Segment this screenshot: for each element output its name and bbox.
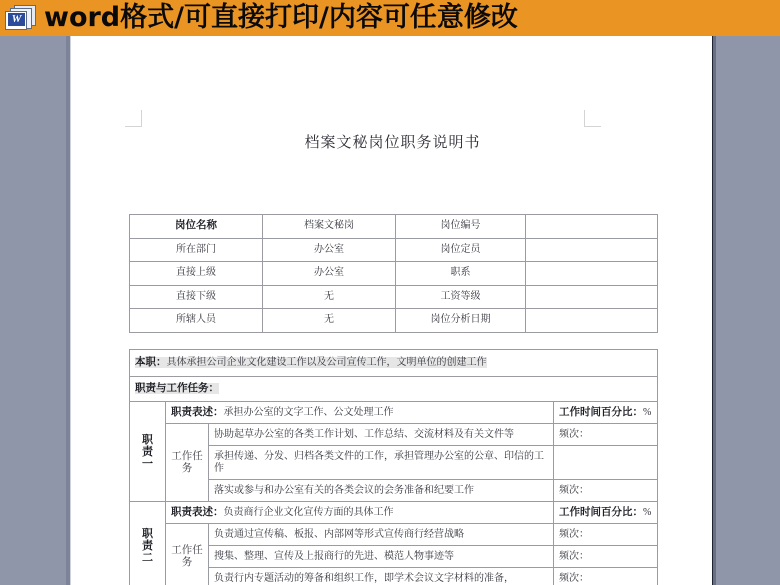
duty-one-label: 职 责 一 <box>130 402 166 502</box>
section-heading-label: 职责与工作任务： <box>135 383 219 394</box>
promo-banner-text: word格式/可直接打印/内容可任意修改 <box>44 2 518 33</box>
duty-two-statement-label: 职责表述： <box>171 506 224 518</box>
section-heading-row <box>130 377 658 402</box>
cell-label-superior: 直接上级 <box>130 262 263 286</box>
duty-one-task-row <box>130 446 658 480</box>
cell-label-job-family: 职系 <box>396 262 526 286</box>
document-page <box>70 36 713 585</box>
duty-two-task-2-text: 搜集、整理、宣传及上报商行的先进、模范人物事迹等 <box>209 546 554 568</box>
duty-one-task-1-text: 协助起草办公室的各类工作计划、工作总结、交流材料及有关文件等 <box>209 424 554 446</box>
duty-one-task-1-frequency[interactable]: 频次： <box>554 424 658 446</box>
main-job-cell <box>130 350 658 377</box>
section-heading-cell <box>130 377 658 402</box>
time-percent-value[interactable]: % <box>643 506 652 518</box>
duty-one-task-2-text: 承担传递、分发、归档各类文件的工作，承担管理办公室的公章、印信的工作 <box>209 446 554 480</box>
time-percent-label: 工作时间百分比： <box>559 406 643 418</box>
table-row <box>130 215 658 239</box>
duty-two-task-label: 工作任务 <box>166 524 209 585</box>
duty-one-statement-cell <box>166 402 554 424</box>
duty-statement-row <box>130 402 658 424</box>
cell-label-department: 所在部门 <box>130 238 263 262</box>
duty-statement-row <box>130 502 658 524</box>
cell-value-salary-grade[interactable] <box>526 285 658 309</box>
time-percent-value[interactable]: % <box>643 406 652 418</box>
duty-and-tasks-table <box>129 349 658 585</box>
duty-one-task-2-frequency[interactable] <box>554 446 658 480</box>
duty-one-task-row <box>130 480 658 502</box>
cell-label-position-code: 岗位编号 <box>396 215 526 239</box>
duty-two-task-1-text: 负责通过宣传稿、板报、内部网等形式宣传商行经营战略 <box>209 524 554 546</box>
duty-two-task-row <box>130 568 658 585</box>
duty-one-time-pct-cell <box>554 402 658 424</box>
crop-mark-top-right <box>584 110 601 127</box>
word-document-icon <box>4 3 40 33</box>
cell-value-position-code[interactable] <box>526 215 658 239</box>
main-job-label: 本职： <box>135 357 167 368</box>
duty-two-task-3-frequency[interactable]: 频次： <box>554 568 658 585</box>
cell-value-superior[interactable]: 办公室 <box>263 262 396 286</box>
time-percent-label: 工作时间百分比： <box>559 506 643 518</box>
cell-value-job-family[interactable] <box>526 262 658 286</box>
duty-one-task-label: 工作任务 <box>166 424 209 502</box>
cell-label-headcount: 岗位定员 <box>396 238 526 262</box>
cell-label-salary-grade: 工资等级 <box>396 285 526 309</box>
cell-value-position-name[interactable]: 档案文秘岗 <box>263 215 396 239</box>
duty-two-statement-cell <box>166 502 554 524</box>
duty-one-statement-text: 承担办公室的文字工作、公文处理工作 <box>223 406 394 418</box>
duty-one-task-3-text: 落实或参与和办公室有关的各类会议的会务准备和纪要工作 <box>209 480 554 502</box>
cell-label-position-name: 岗位名称 <box>130 215 263 239</box>
table-row <box>130 309 658 333</box>
cell-label-analysis-date: 岗位分析日期 <box>396 309 526 333</box>
cell-value-staff-managed[interactable]: 无 <box>263 309 396 333</box>
cell-value-department[interactable]: 办公室 <box>263 238 396 262</box>
main-job-text: 具体承担公司企业文化建设工作以及公司宣传工作，文明单位的创建工作 <box>166 357 487 368</box>
cell-label-subordinate: 直接下级 <box>130 285 263 309</box>
duty-two-statement-text: 负责商行企业文化宣传方面的具体工作 <box>223 506 394 518</box>
page-title: 档案文秘岗位职务说明书 <box>304 135 481 151</box>
promo-banner <box>0 0 780 36</box>
table-row <box>130 238 658 262</box>
duty-two-task-1-frequency[interactable]: 频次： <box>554 524 658 546</box>
duty-one-task-row <box>130 424 658 446</box>
table-row <box>130 285 658 309</box>
word-icon-letter: W <box>8 13 25 26</box>
duty-two-task-2-frequency[interactable]: 频次： <box>554 546 658 568</box>
table-row <box>130 262 658 286</box>
duty-two-task-row <box>130 524 658 546</box>
duty-two-task-row <box>130 546 658 568</box>
crop-mark-top-left <box>125 110 142 127</box>
duty-two-label: 职 责 二 <box>130 502 166 585</box>
cell-value-analysis-date[interactable] <box>526 309 658 333</box>
duty-two-time-pct-cell <box>554 502 658 524</box>
cell-value-headcount[interactable] <box>526 238 658 262</box>
duty-two-task-3-text: 负责行内专题活动的筹备和组织工作，即学术会议文字材料的准备， <box>209 568 554 585</box>
job-info-table <box>129 214 658 333</box>
duty-one-task-3-frequency[interactable]: 频次： <box>554 480 658 502</box>
cell-label-staff-managed: 所辖人员 <box>130 309 263 333</box>
page-right-shadow <box>713 36 716 585</box>
duty-one-statement-label: 职责表述： <box>171 406 224 418</box>
main-job-row <box>130 350 658 377</box>
cell-value-subordinate[interactable]: 无 <box>263 285 396 309</box>
